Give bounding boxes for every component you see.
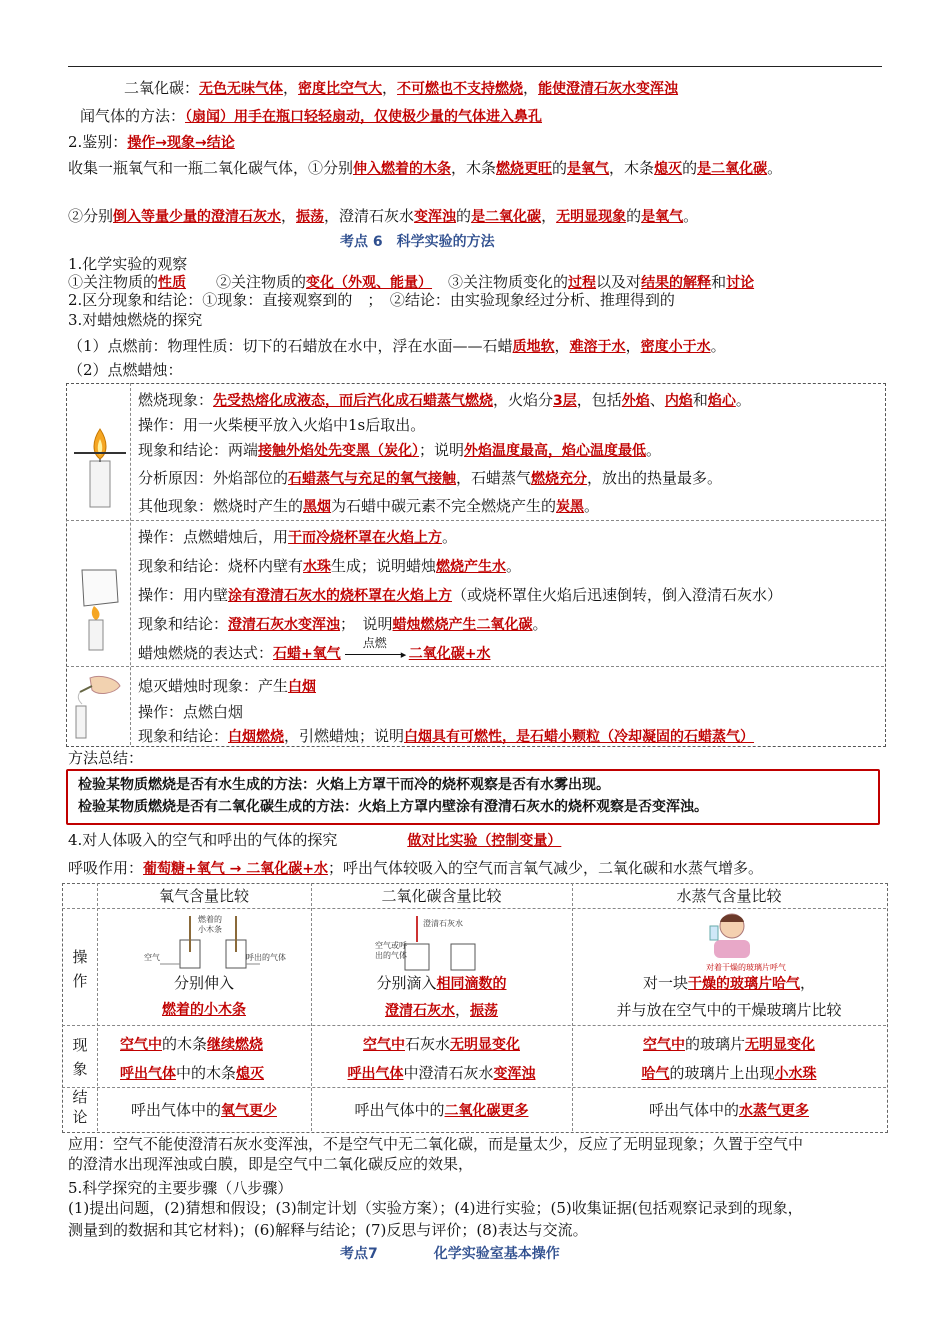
co2-conclusion: 呼出气体中的二氧化碳更多 — [354, 1101, 529, 1119]
beaker-operation: 操作：点燃蜡烛后，用干而冷烧杯罩在火焰上方。 — [138, 528, 458, 546]
match-operation: 操作：用一火柴梗平放入火焰中1s后取出。 — [138, 416, 426, 434]
application-line-1: 应用：空气不能使澄清石灰水变浑浊，不是空气中无二氧化碳，而是量太少，反应了无明显现象；久置于空气中 — [68, 1135, 804, 1153]
table-row-divider — [62, 908, 886, 909]
summary-box — [66, 769, 880, 825]
co2-experiment-icon — [375, 912, 515, 972]
steps-line-2: 测量到的数据和其它材料)；(6)解释与结论；(7)反思与评价；(8)表达与交流。 — [68, 1221, 588, 1239]
oxygen-experiment-icon — [140, 912, 290, 972]
candle-equation: 蜡烛燃烧的表达式：石蜡+氧气 点燃 ▸ 二氧化碳+水 — [138, 636, 491, 662]
oxygen-operation: 分别伸入 燃着的小木条 — [162, 974, 246, 1018]
candle-title: 3.对蜡烛燃烧的探究 — [68, 311, 203, 329]
summary-co2: 检验某物质燃烧是否有二氧化碳生成的方法：火焰上方罩内壁涂有澄清石灰水的烧杯观察是否变浑浊。 — [78, 799, 708, 815]
application-line-2: 的澄清水出现浑浊或白膜，即是空气中二氧化碳反应的效果， — [68, 1155, 474, 1173]
label-stick: 小木条 — [198, 925, 222, 934]
label-burning: 燃着的 — [198, 915, 222, 924]
identify-step-1: 收集一瓶氧气和一瓶二氧化碳气体，①分别伸入燃着的木条，木条燃烧更旺的是氧气，木条熄灭的是二氧化碳。 — [68, 159, 783, 177]
head-oxygen: 氧气含量比较 — [158, 887, 249, 905]
rowlabel-phenomenon: 现象 — [72, 1036, 88, 1078]
label-air-or: 空气或呼 — [375, 941, 407, 950]
header-rule — [68, 66, 882, 67]
water-phenomenon: 空气中的玻璃片无明显变化 哈气的玻璃片上出现小水珠 — [641, 1035, 817, 1082]
candle-row-divider — [66, 520, 884, 521]
match-result: 现象和结论：两端接触外焰处先变黑（炭化）；说明外焰温度最高，焰心温度最低。 — [138, 441, 662, 459]
observe-title: 1.化学实验的观察 — [68, 255, 188, 273]
smell-method: 闻气体的方法：（扇闻）用手在瓶口轻轻扇动，仅使极少量的气体进入鼻孔 — [80, 107, 543, 125]
section-title-7: 考点7 化学实验室基本操作 — [340, 1246, 560, 1262]
extinguish-phenomenon: 熄灭蜡烛时现象：产生白烟 — [138, 677, 317, 695]
candle-matchstick-icon — [72, 425, 128, 510]
label-exhaled-gas: 出的气体 — [375, 951, 407, 960]
section-title-6: 考点 6 科学实验的方法 — [340, 234, 495, 250]
identify-step-2: ②分别倒入等量少量的澄清石灰水，振荡，澄清石灰水变浑浊的是二氧化碳，无明显现象的是氧气。 — [68, 207, 699, 225]
water-operation: 对一块干燥的玻璃片哈气， 并与放在空气中的干燥玻璃片比较 — [616, 974, 842, 1019]
breath-title: 4.对人体吸入的空气和呼出的气体的探究 做对比实验（控制变量） — [68, 831, 562, 849]
smoke-result: 现象和结论：白烟燃烧，引燃蜡烛；说明白烟具有可燃性，是石蜡小颗粒（冷却凝固的石蜡蒸气） — [138, 727, 755, 745]
label-breathe-glass: 对着干燥的玻璃片呼气 — [706, 963, 786, 972]
summary-water: 检验某物质燃烧是否有水生成的方法：火焰上方罩干而冷的烧杯观察是否有水雾出现。 — [78, 777, 610, 793]
table-row-divider — [62, 1025, 886, 1026]
before-lighting: （1）点燃前：物理性质：切下的石蜡放在水中，浮在水面——石蜡质地软，难溶于水，密度小于水。 — [68, 337, 726, 355]
head-water-vapor: 水蒸气含量比较 — [676, 887, 782, 905]
label-air: 空气 — [144, 953, 160, 962]
oxygen-phenomenon: 空气中的木条继续燃烧 呼出气体中的木条熄灭 — [120, 1035, 265, 1082]
respiration-line: 呼吸作用：葡萄糖+氧气 → 二氧化碳+水；呼出气体较吸入的空气而言氧气减少，二氧化碳和水蒸气增多。 — [68, 859, 763, 877]
candle-row-divider — [66, 666, 884, 667]
limewater-operation: 操作：用内壁涂有澄清石灰水的烧杯罩在火焰上方（或烧杯罩住火焰后迅速倒转，倒入澄清石灰水） — [138, 586, 783, 604]
candle-extinguish-icon — [70, 672, 128, 742]
distinguish-line: 2.区分现象和结论：①现象：直接观察到的 ； ②结论：由实验现象经过分析、推理得到的 — [68, 291, 675, 309]
smoke-operation: 操作：点燃白烟 — [138, 703, 244, 721]
observe-items: ①关注物质的性质 ②关注物质的变化（外观、能量） ③关注物质变化的过程以及对结果的解释和讨论 — [68, 273, 755, 291]
analysis-reason: 分析原因：外焰部位的石蜡蒸气与充足的氧气接触，石蜡蒸气燃烧充分，放出的热量最多。 — [138, 469, 723, 487]
identify-line: 2.鉴别：操作→现象→结论 — [68, 133, 235, 151]
steps-title: 5.科学探究的主要步骤（八步骤） — [68, 1179, 293, 1197]
candle-beaker-icon — [72, 566, 128, 652]
steps-line-1: (1)提出问题，(2)猜想和假设；(3)制定计划（实验方案）；(4)进行实验；(5)收集证据(包括观察记录到的现象， — [68, 1199, 803, 1217]
head-co2: 二氧化碳含量比较 — [381, 887, 502, 905]
label-exhaled: 呼出的气体 — [246, 953, 286, 962]
beaker-result: 现象和结论：烧杯内壁有水珠生成；说明蜡烛燃烧产生水。 — [138, 557, 522, 575]
burn-phenomenon: 燃烧现象：先受热熔化成液态，而后汽化成石蜡蒸气燃烧，火焰分3层，包括外焰、内焰和焰心。 — [138, 391, 751, 409]
label-limewater: 澄清石灰水 — [423, 919, 463, 928]
co2-operation: 分别滴入相同滴数的 澄清石灰水，振荡 — [376, 974, 507, 1019]
water-vapor-experiment-icon — [690, 910, 800, 972]
rowlabel-operation: 操作 — [72, 948, 88, 990]
rowlabel-conclusion: 结论 — [72, 1088, 88, 1126]
other-phenomenon: 其他现象：燃烧时产生的黑烟为石蜡中碳元素不完全燃烧产生的炭黑。 — [138, 497, 600, 515]
summary-title: 方法总结： — [68, 749, 144, 767]
candle-table-divider — [130, 383, 131, 745]
co2-line: 二氧化碳：无色无味气体，密度比空气大，不可燃也不支持燃烧，能使澄清石灰水变浑浊 — [124, 79, 679, 97]
water-conclusion: 呼出气体中的水蒸气更多 — [648, 1101, 809, 1119]
co2-phenomenon: 空气中石灰水无明显变化 呼出气体中澄清石灰水变浑浊 — [347, 1035, 536, 1082]
oxygen-conclusion: 呼出气体中的氧气更少 — [130, 1101, 277, 1119]
lighting-subtitle: （2）点燃蜡烛： — [68, 361, 183, 379]
limewater-result: 现象和结论：澄清石灰水变浑浊； 说明蜡烛燃烧产生二氧化碳。 — [138, 615, 548, 633]
